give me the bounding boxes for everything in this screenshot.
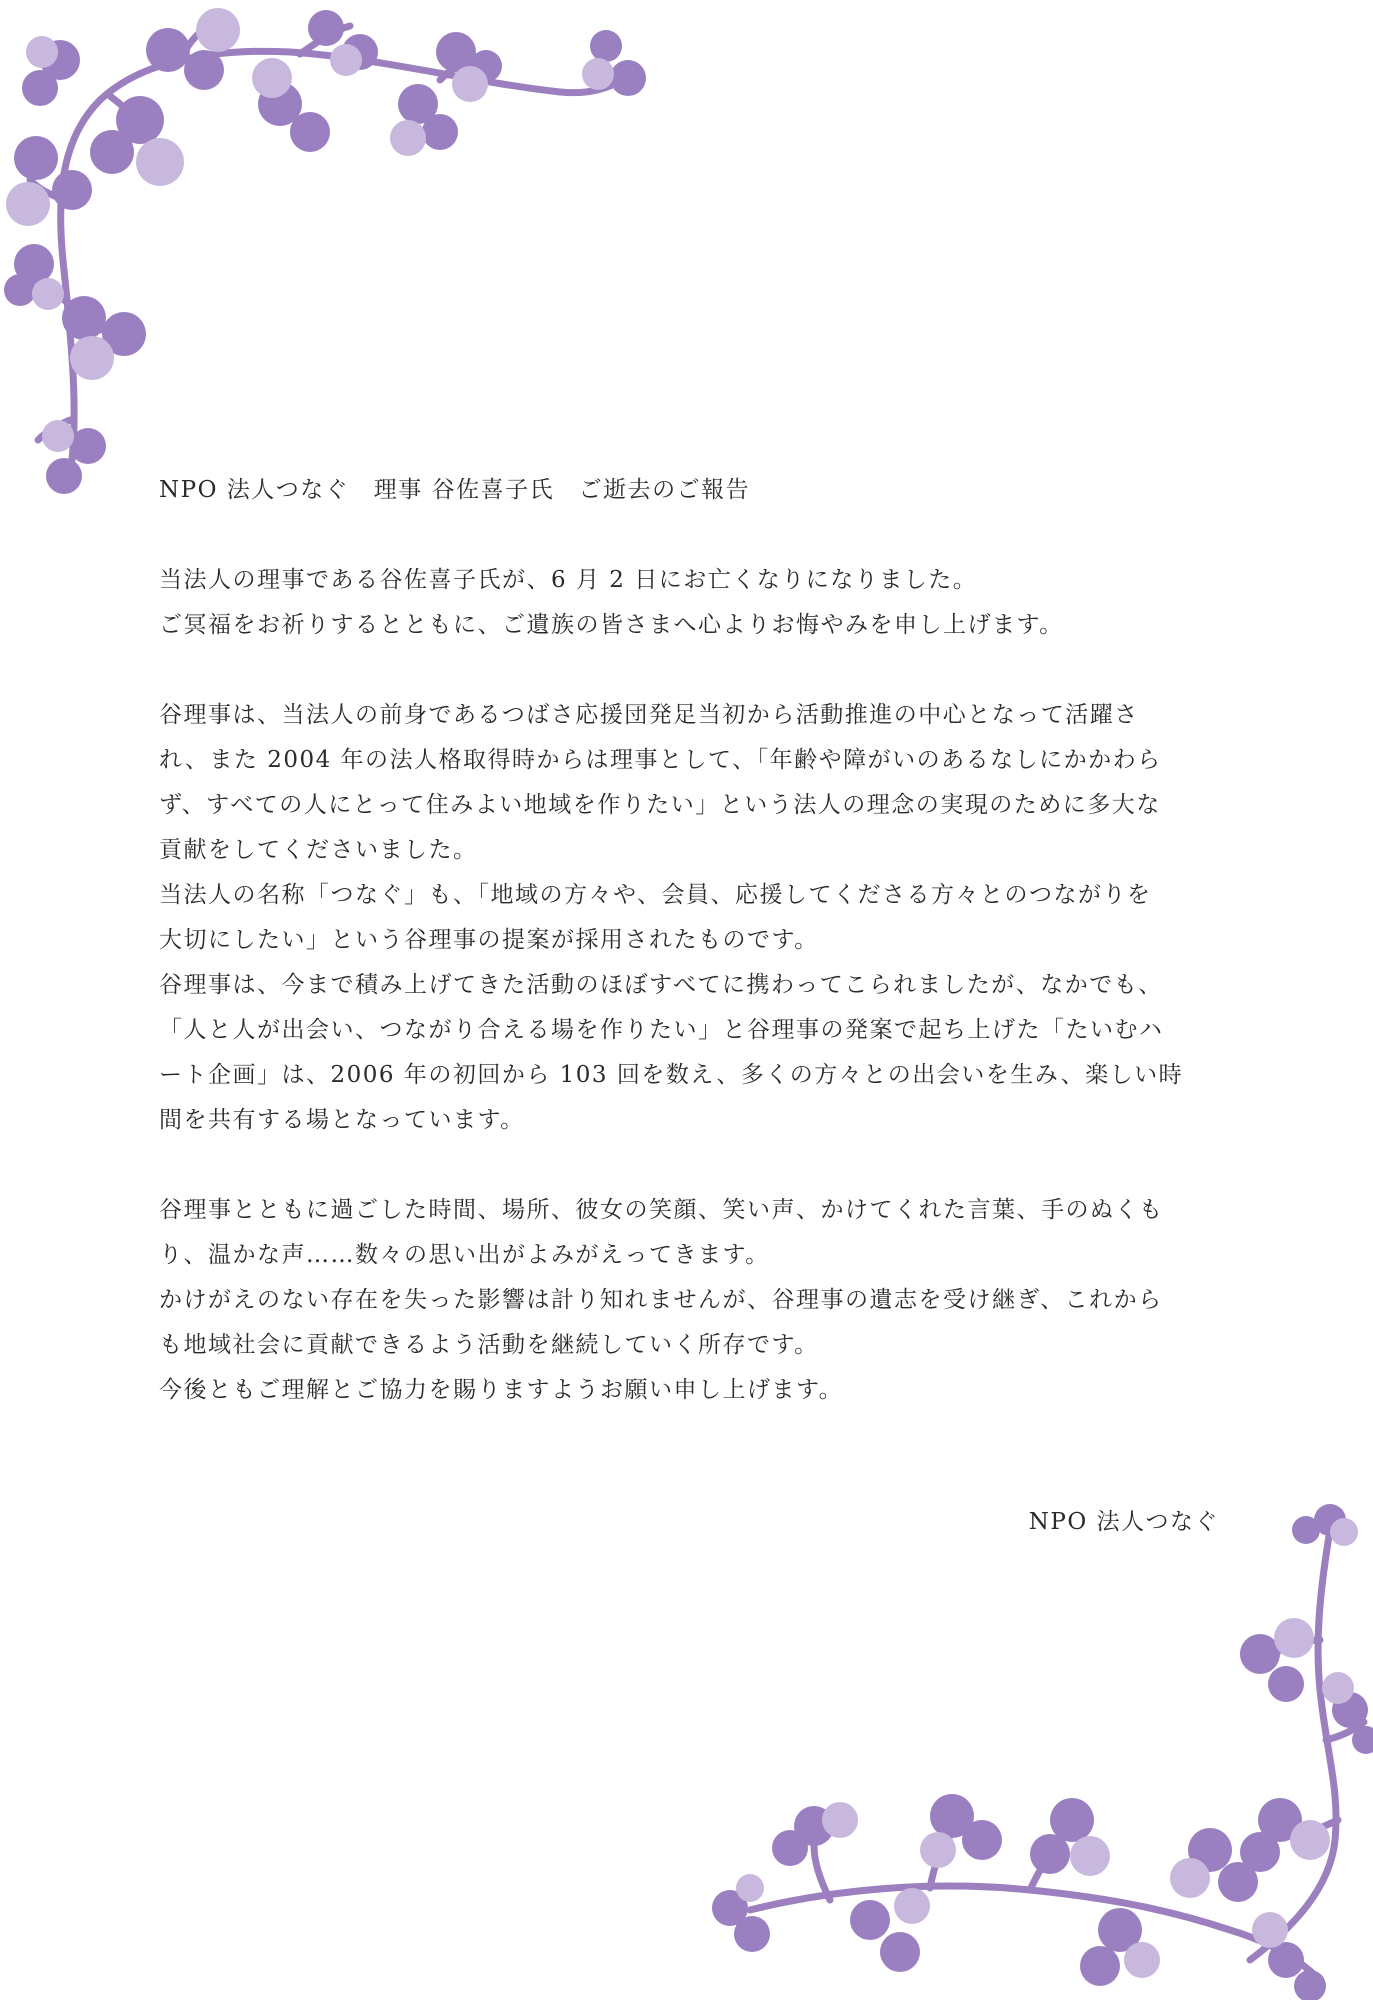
announcement-letter xyxy=(159,468,1219,1458)
clover-vine-top-left-icon xyxy=(0,0,680,500)
text-line: ご冥福をお祈りするとともに、ご遺族の皆さまへ心よりお悔やみを申し上げます。 xyxy=(159,612,1064,638)
text-line: かけがえのない存在を失った影響は計り知れませんが、谷理事の遺志を受け継ぎ、これから xyxy=(159,1287,1163,1313)
letter-title: NPO 法人つなぐ 理事 谷佐喜子氏 ご逝去のご報告 xyxy=(159,477,751,503)
text-line: ず、すべての人にとって住みよい地域を作りたい」という法人の理念の実現のために多大な xyxy=(159,792,1161,818)
text-line: 谷理事は、当法人の前身であるつばさ応援団発足当初から活動推進の中心となって活躍さ xyxy=(159,702,1139,728)
text-line: 当法人の名称「つなぐ」も、「地域の方々や、会員、応援してくださる方々とのつながりを xyxy=(159,882,1152,908)
text-line: も地域社会に貢献できるよう活動を継続していく所存です。 xyxy=(159,1332,819,1358)
text-line: 当法人の理事である谷佐喜子氏が、6 月 2 日にお亡くなりになりました。 xyxy=(159,567,978,593)
paragraph-announcement xyxy=(159,558,1219,648)
paragraph-contributions xyxy=(159,693,1219,1143)
text-line: れ、また 2004 年の法人格取得時からは理事として、「年齢や障がいのあるなしにかかわら xyxy=(159,747,1162,773)
text-line: 今後ともご理解とご協力を賜りますようお願い申し上げます。 xyxy=(159,1377,844,1403)
text-line: 間を共有する場となっています。 xyxy=(159,1107,525,1133)
clover-vine-bottom-right-icon xyxy=(690,1490,1373,2000)
text-line: 貢献をしてくださいました。 xyxy=(159,837,478,863)
text-line: ート企画」は、2006 年の初回から 103 回を数え、多くの方々との出会いを生み、楽しい時 xyxy=(159,1062,1184,1088)
text-line: 「人と人が出会い、つながり合える場を作りたい」と谷理事の発案で起ち上げた「たいむハ xyxy=(159,1017,1164,1043)
text-line: り、温かな声……数々の思い出がよみがえってきます。 xyxy=(159,1242,770,1268)
paragraph-memories xyxy=(159,1188,1219,1413)
text-line: 谷理事は、今まで積み上げてきた活動のほぼすべてに携わってこられましたが、なかでも、 xyxy=(159,972,1163,998)
letter-signature: NPO 法人つなぐ xyxy=(1028,1509,1219,1535)
text-line: 谷理事とともに過ごした時間、場所、彼女の笑顔、笑い声、かけてくれた言葉、手のぬくも xyxy=(159,1197,1164,1223)
text-line: 大切にしたい」という谷理事の提案が採用されたものです。 xyxy=(159,927,819,953)
